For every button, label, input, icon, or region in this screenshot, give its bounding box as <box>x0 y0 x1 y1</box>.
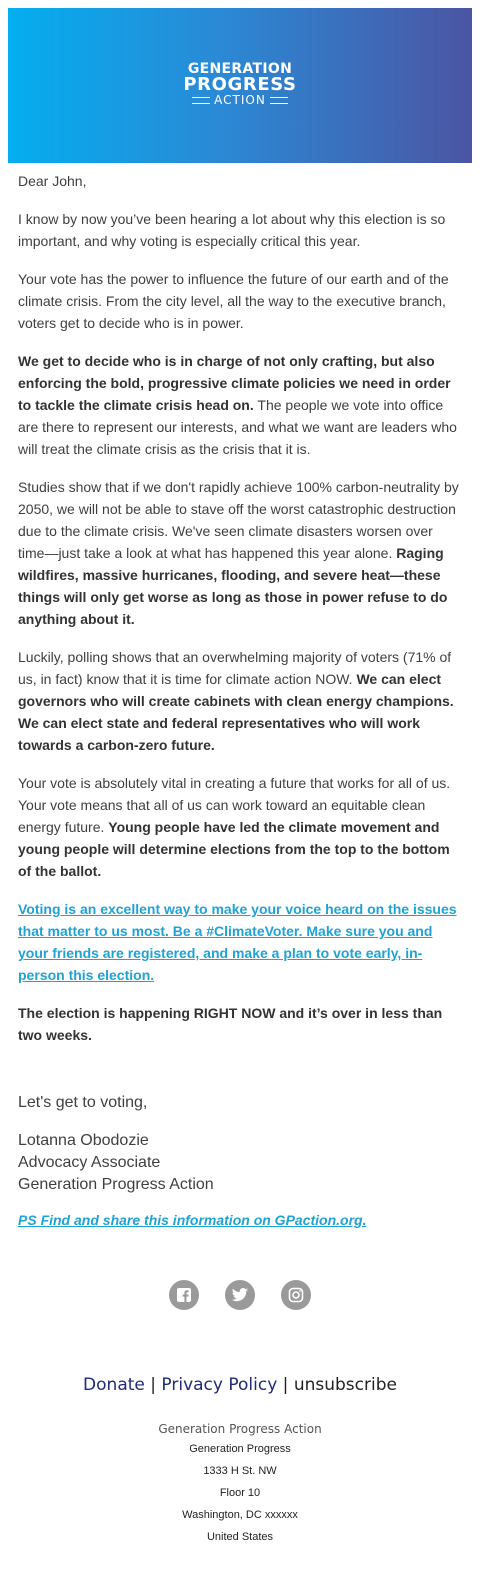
paragraph-5 <box>18 646 462 756</box>
spacer <box>18 1114 462 1130</box>
address-floor: Floor 10 <box>219 1487 261 1499</box>
address-org: Generation Progress <box>189 1443 291 1455</box>
social-links <box>0 1280 480 1310</box>
footer-org-name: Generation Progress Action <box>158 1422 322 1436</box>
donate-link[interactable]: Donate <box>83 1375 145 1395</box>
address-street: 1333 H St. NW <box>203 1465 277 1477</box>
signature-name: Lotanna Obodozie <box>18 1132 149 1149</box>
footer-address <box>0 1420 480 1548</box>
paragraph-6 <box>18 772 462 882</box>
unsubscribe-link[interactable]: unsubscribe <box>293 1375 397 1395</box>
logo-line-2: PROGRESS <box>183 74 297 95</box>
email-body <box>18 170 462 1230</box>
signature-title: Advocacy Associate <box>18 1154 161 1171</box>
footer-links <box>0 1375 480 1395</box>
signature-closing: Let's get to voting, <box>18 1094 148 1111</box>
paragraph-4-bold: Raging wildfires, massive hurricanes, flooding, and severe heat—these things will only get worse as long as those in power refuse to do anything about it. <box>18 545 448 627</box>
footer-separator: | <box>277 1375 294 1395</box>
logo-stripes-left <box>192 97 210 104</box>
logo-line-3 <box>8 94 472 107</box>
paragraph-6-start: Your vote is absolutely vital in creating a future that works for all of us. Your vote means that all of us can work toward an equitable clean energy future. <box>18 775 451 835</box>
paragraph-3-rest: The people we vote into office are there to represent our interests, and what we want are leaders who will treat the climate crisis as the crisis that it is. <box>18 397 457 457</box>
logo-action-text: ACTION <box>214 93 266 107</box>
logo-line-1: GENERATION <box>187 61 293 77</box>
paragraph-5-bold: We can elect governors who will create cabinets with clean energy champions. We can elect state and federal representatives who will work towards a carbon-zero future. <box>18 671 454 753</box>
facebook-icon[interactable] <box>169 1280 199 1310</box>
signature-org: Generation Progress Action <box>18 1176 214 1193</box>
paragraph-1: I know by now you’ve been hearing a lot about why this election is so important, and why voting is especially critical this year. <box>18 211 446 249</box>
paragraph-3 <box>18 350 462 460</box>
climate-voter-link[interactable]: Voting is an excellent way to make your voice heard on the issues that matter to us most. Be a #ClimateVoter. Make sure you and your friends are registered, and make a plan to vote early, in-person this election. <box>18 901 457 983</box>
paragraph-4-start: Studies show that if we don't rapidly achieve 100% carbon-neutrality by 2050, we will not be able to stave off the worst catastrophic destruction due to the climate crisis. We've seen climate disasters worsen over time—just take a look at what has happened this year alone. <box>18 479 459 561</box>
spacer <box>18 1196 462 1212</box>
paragraph-2: Your vote has the power to influence the future of our earth and of the climate crisis. From the city level, all the way to the executive branch, voters get to decide who is in power. <box>18 271 449 331</box>
twitter-icon[interactable] <box>225 1280 255 1310</box>
greeting: Dear John, <box>18 173 87 189</box>
paragraph-7: The election is happening RIGHT NOW and it’s over in less than two weeks. <box>18 1005 443 1043</box>
paragraph-4 <box>18 476 462 630</box>
privacy-policy-link[interactable]: Privacy Policy <box>161 1375 278 1395</box>
paragraph-5-start: Luckily, polling shows that an overwhelming majority of voters (71% of us, in fact) know that it is time for climate action NOW. <box>18 649 452 687</box>
ps-link[interactable]: PS Find and share this information on GPaction.org. <box>18 1212 367 1228</box>
instagram-icon[interactable] <box>281 1280 311 1310</box>
paragraph-6-bold: Young people have led the climate movement and young people will determine elections from the top to the bottom of the ballot. <box>18 819 450 879</box>
header-banner <box>8 8 472 163</box>
footer-separator: | <box>144 1375 162 1395</box>
logo-stripes-right <box>270 97 288 104</box>
generation-progress-action-logo[interactable] <box>8 62 472 107</box>
paragraph-cta <box>18 898 462 986</box>
address-city: Washington, DC xxxxxx <box>182 1509 298 1521</box>
spacer <box>18 1062 462 1092</box>
address-country: United States <box>206 1531 274 1543</box>
paragraph-3-bold: We get to decide who is in charge of not only crafting, but also enforcing the bold, progressive climate policies we need in order to tackle the climate crisis head on. <box>18 353 451 413</box>
